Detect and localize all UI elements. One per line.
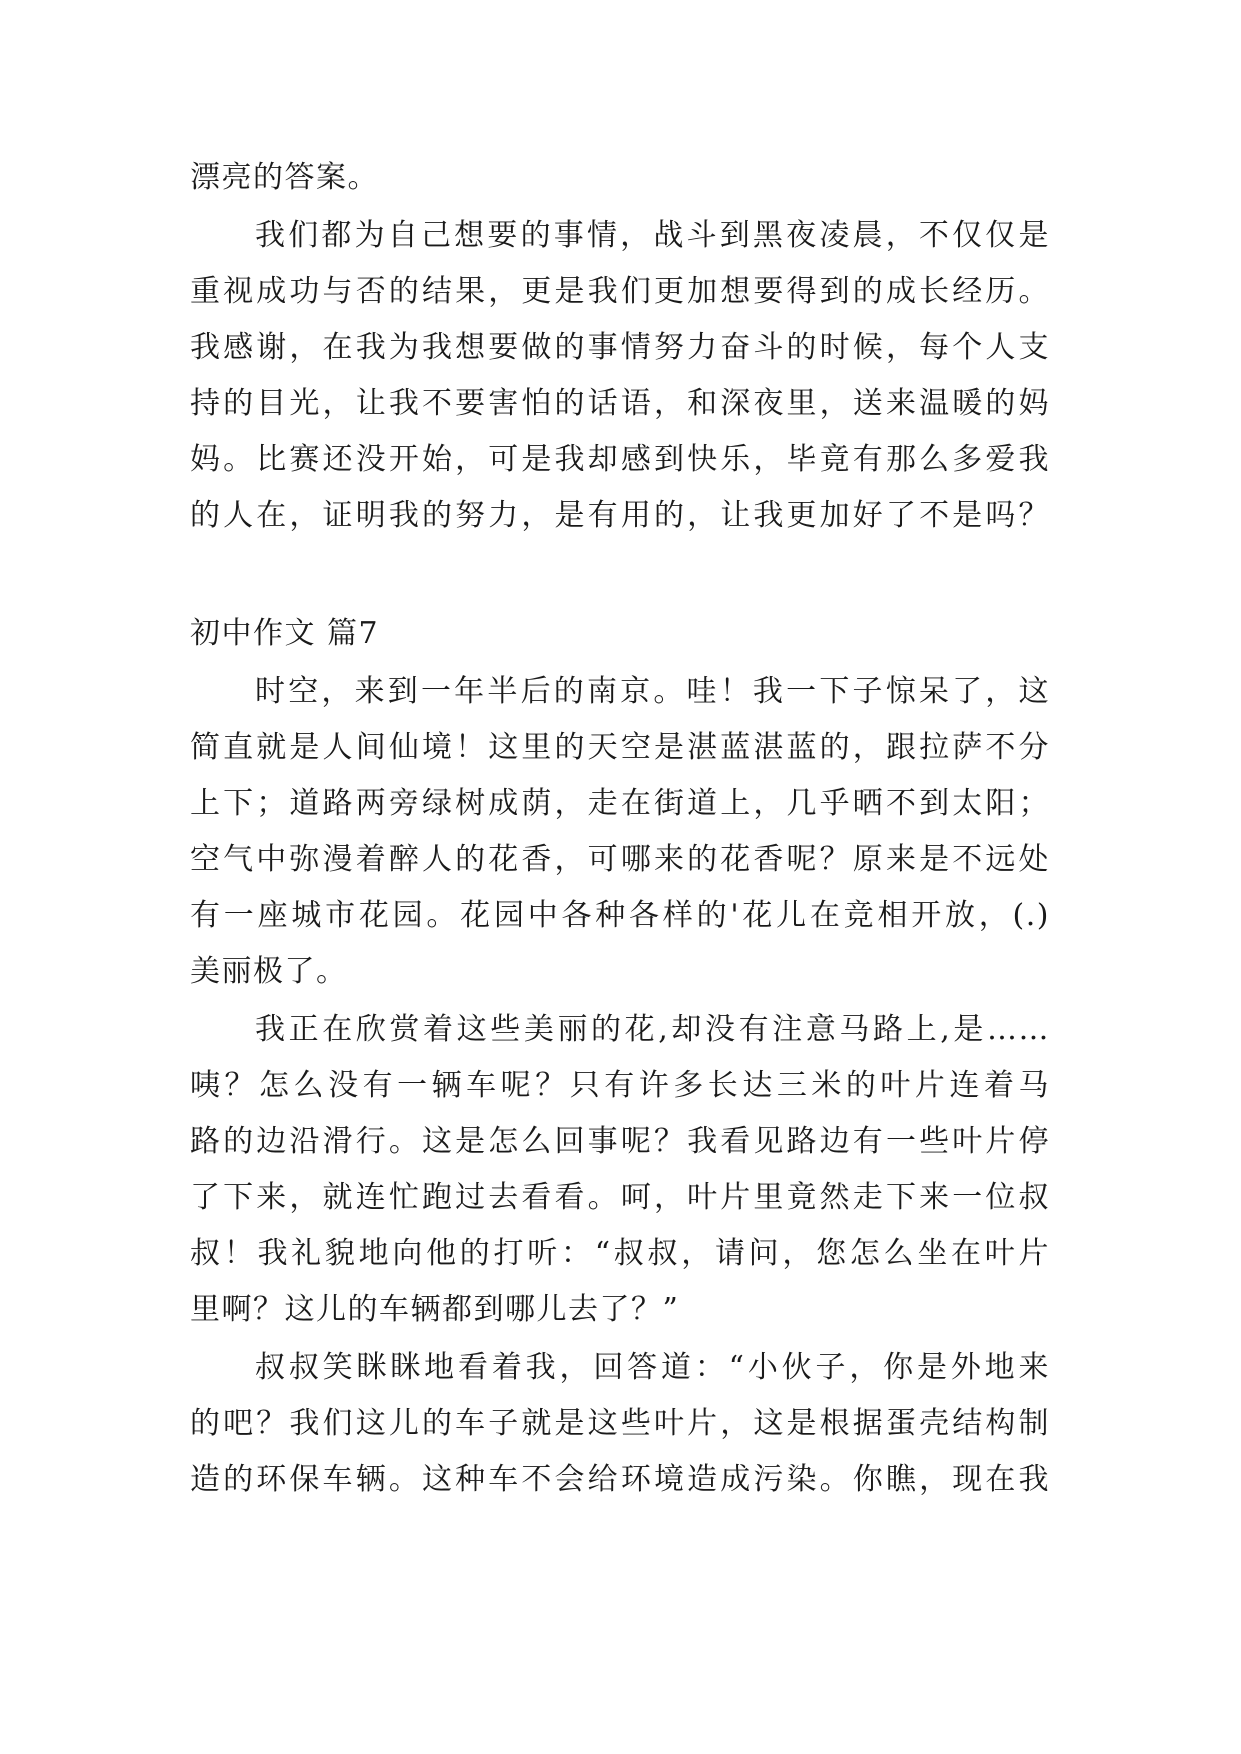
paragraph-4-line-2: 的吧？我们这儿的车子就是这些叶片，这是根据蛋壳结构制	[190, 1406, 1050, 1441]
paragraph-3-line-6: 里啊？这儿的车辆都到哪儿去了？”	[190, 1292, 680, 1327]
paragraph-4-line-3: 造的环保车辆。这种车不会给环境造成污染。你瞧，现在我	[190, 1462, 1050, 1497]
paragraph-3-line-3: 路的边沿滑行。这是怎么回事呢？我看见路边有一些叶片停	[190, 1124, 1050, 1159]
paragraph-3-line-2: 咦？怎么没有一辆车呢？只有许多长达三米的叶片连着马	[190, 1068, 1050, 1103]
paragraph-2-line-1: 时空，来到一年半后的南京。哇！我一下子惊呆了，这	[255, 674, 1050, 709]
paragraph-1-line-4: 持的目光，让我不要害怕的话语，和深夜里，送来温暖的妈	[190, 386, 1050, 421]
paragraph-1-line-5: 妈。比赛还没开始，可是我却感到快乐，毕竟有那么多爱我	[190, 442, 1050, 477]
top-fragment-line: 漂亮的答案。	[190, 160, 379, 195]
paragraph-1-line-1: 我们都为自己想要的事情，战斗到黑夜凌晨，不仅仅是	[255, 218, 1050, 253]
paragraph-1-line-3: 我感谢，在我为我想要做的事情努力奋斗的时候，每个人支	[190, 330, 1050, 365]
paragraph-3-line-5: 叔！我礼貌地向他的打听：“叔叔，请问，您怎么坐在叶片	[190, 1236, 1050, 1271]
paragraph-3-line-1: 我正在欣赏着这些美丽的花,却没有注意马路上,是……	[255, 1012, 1050, 1047]
paragraph-1-line-6: 的人在，证明我的努力，是有用的，让我更加好了不是吗？	[190, 498, 1050, 533]
paragraph-2-line-2: 简直就是人间仙境！这里的天空是湛蓝湛蓝的，跟拉萨不分	[190, 730, 1050, 765]
paragraph-2-line-4: 空气中弥漫着醉人的花香，可哪来的花香呢？原来是不远处	[190, 842, 1050, 877]
paragraph-2-line-6: 美丽极了。	[190, 954, 348, 989]
paragraph-3-line-4: 了下来，就连忙跑过去看看。呵，叶片里竟然走下来一位叔	[190, 1180, 1050, 1215]
paragraph-1-line-2: 重视成功与否的结果，更是我们更加想要得到的成长经历。	[190, 274, 1050, 309]
paragraph-2-line-3: 上下；道路两旁绿树成荫，走在街道上，几乎晒不到太阳；	[190, 786, 1050, 821]
paragraph-2-line-5: 有一座城市花园。花园中各种各样的'花儿在竞相开放，(.)	[190, 898, 1050, 933]
section-heading: 初中作文 篇7	[190, 616, 380, 651]
paragraph-4-line-1: 叔叔笑眯眯地看着我，回答道：“小伙子，你是外地来	[255, 1350, 1050, 1385]
